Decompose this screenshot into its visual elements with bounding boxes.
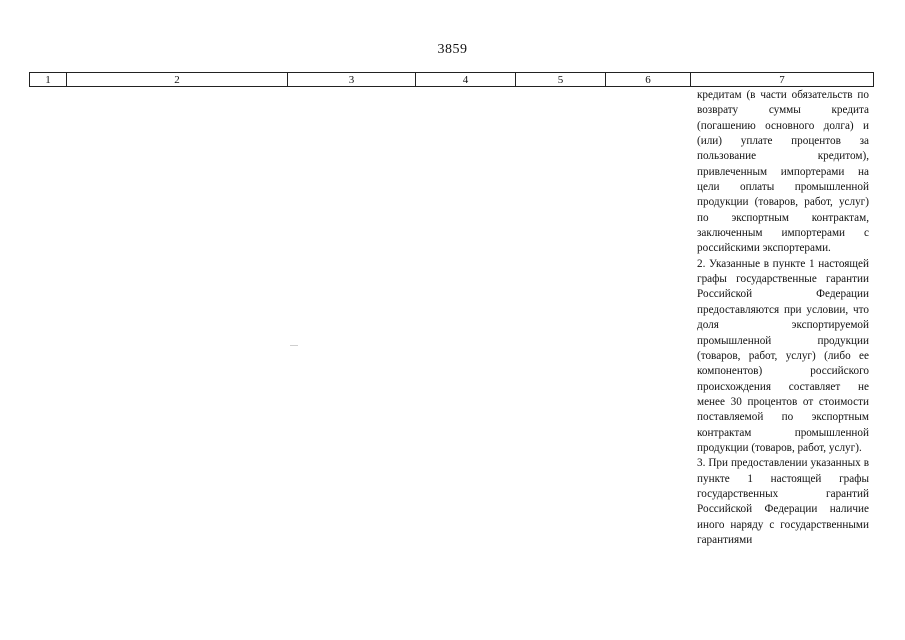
column-header-2: 2	[67, 73, 288, 87]
column-header-4: 4	[416, 73, 516, 87]
page-number: 3859	[437, 42, 468, 57]
header-row	[30, 73, 874, 87]
column-header-7: 7	[691, 73, 874, 87]
column-header-table	[29, 72, 874, 87]
column-header-3: 3	[288, 73, 416, 87]
column-header-5: 5	[516, 73, 606, 87]
column-header-1: 1	[30, 73, 67, 87]
paragraph-2: 2. Указанные в пункте 1 настоящей графы государственные гарантии Российской Федерации предоставляются при условии, что доля экспортируемой промышленной продукции (товаров, работ, услуг) (либо ее компонентов) российского происхождения составляет не менее 30 процентов от стоимости поставляемой по экспортным контрактам промышленной продукции (товаров, работ, услуг).	[697, 257, 869, 454]
column-header-6: 6	[606, 73, 691, 87]
column-7-text	[697, 88, 869, 548]
paragraph-continuation: кредитам (в части обязательств по возврату суммы кредита (погашению основного долга) и (или) уплате процентов за пользование кредитом), привлеченным импортерами на цели оплаты промышленной продукции (товаров, работ, услуг) по экспортным контрактам, заключенным импортерами с российскими экспортерами.	[697, 89, 869, 255]
scan-speck	[290, 345, 298, 346]
paragraph-3: 3. При предоставлении указанных в пункте 1 настоящей графы государственных гарантий Российской Федерации наличие иного наряду с государственными гарантиями	[697, 457, 869, 546]
